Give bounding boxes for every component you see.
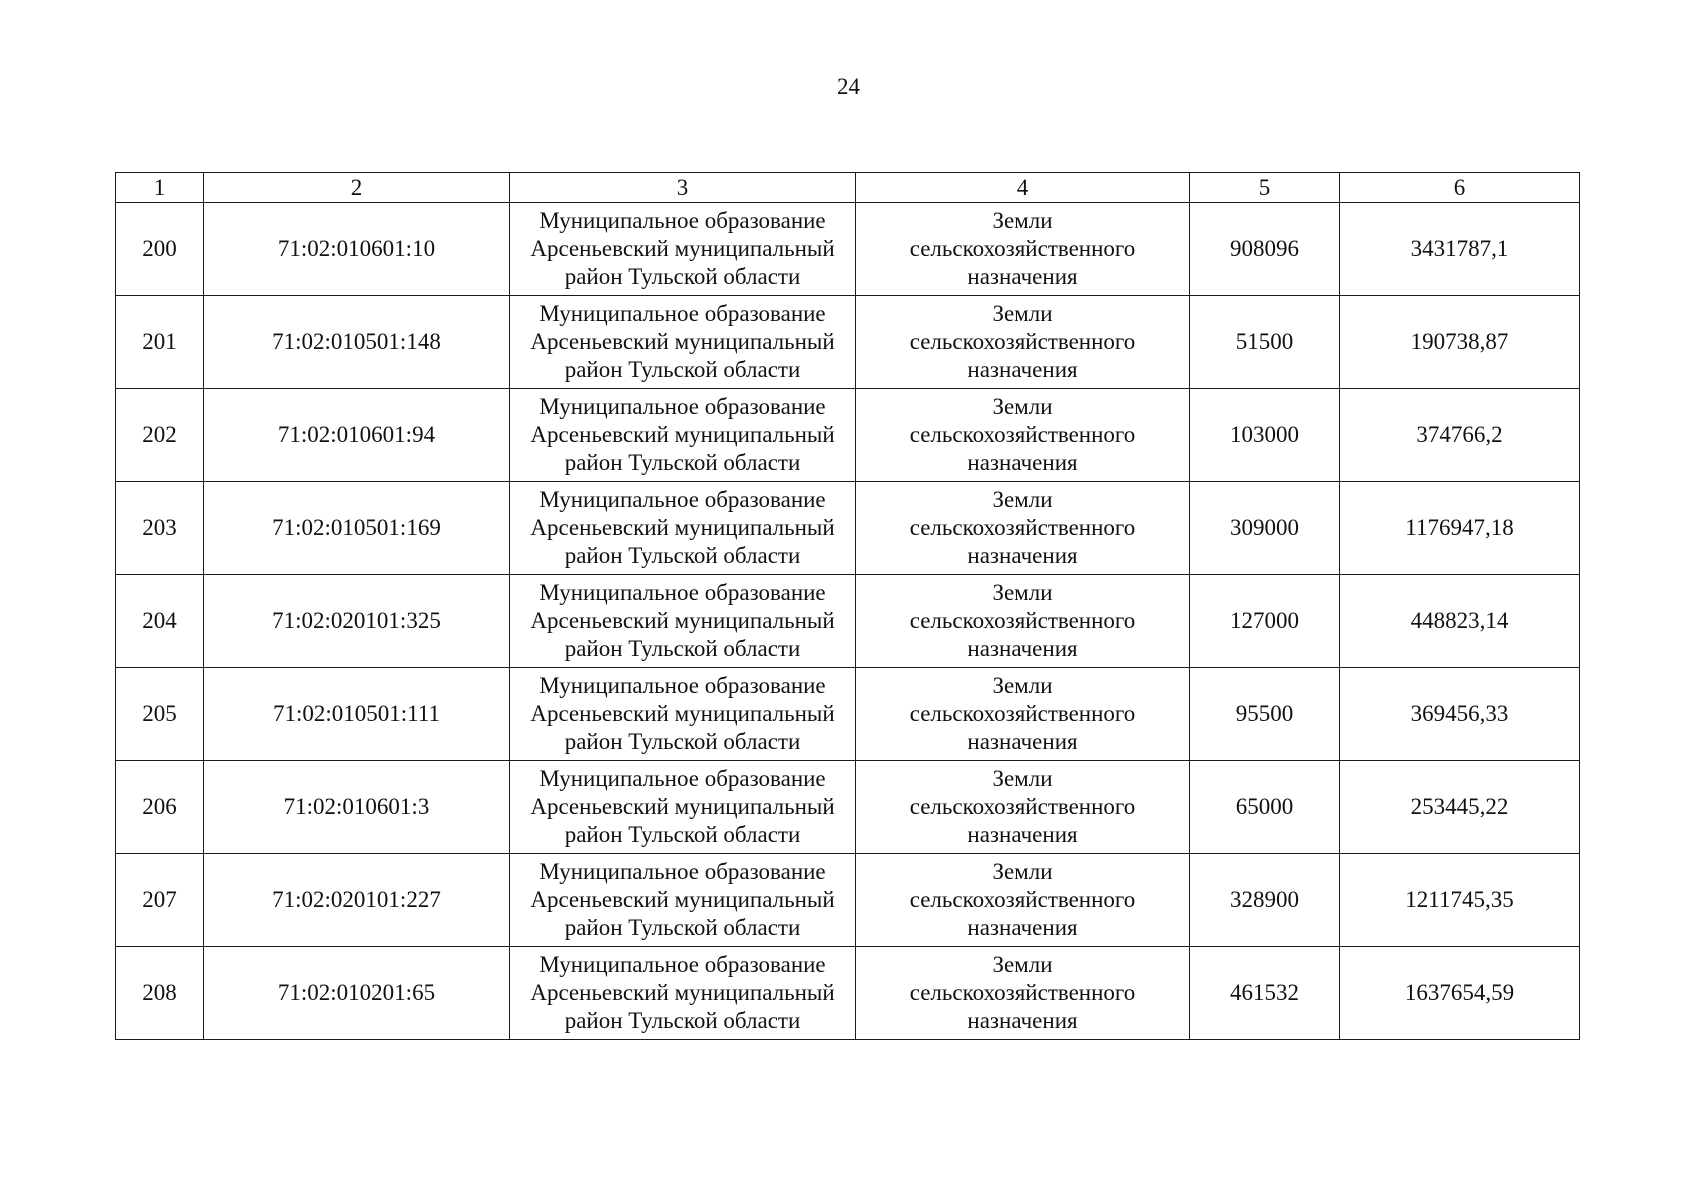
owner-cell [510,854,856,947]
land-category-cell-line: сельскохозяйственного [909,329,1136,354]
owner-cell [510,482,856,575]
column-header-1: 1 [116,173,204,203]
area-cell: 908096 [1190,203,1340,296]
land-category-cell-line: сельскохозяйственного [909,515,1136,540]
row-number-cell: 204 [116,575,204,668]
area-cell: 95500 [1190,668,1340,761]
cadastral-value-cell: 190738,87 [1340,296,1580,389]
table-body [116,203,1580,1040]
land-category-cell-line: Земли [992,580,1053,605]
land-category-cell-line: назначения [967,915,1078,940]
owner-cell-line: район Тульской области [564,729,801,754]
land-category-cell-line: сельскохозяйственного [909,236,1136,261]
area-cell: 103000 [1190,389,1340,482]
owner-cell [510,203,856,296]
land-category-cell-line: Земли [992,766,1053,791]
land-category-cell-line: сельскохозяйственного [909,422,1136,447]
owner-cell-line: район Тульской области [564,636,801,661]
land-category-cell [856,854,1190,947]
owner-cell-line: Муниципальное образование [539,673,826,698]
land-category-cell-line: назначения [967,543,1078,568]
row-number-cell: 206 [116,761,204,854]
land-category-cell-line: Земли [992,952,1053,977]
owner-cell [510,296,856,389]
land-category-cell-line: Земли [992,859,1053,884]
owner-cell-line: Муниципальное образование [539,208,826,233]
owner-cell-line: Муниципальное образование [539,487,826,512]
owner-cell-line: Муниципальное образование [539,580,826,605]
land-category-cell-line: назначения [967,1008,1078,1033]
row-number-cell: 207 [116,854,204,947]
column-header-5: 5 [1190,173,1340,203]
table-row [116,482,1580,575]
cadastral-value-cell: 369456,33 [1340,668,1580,761]
table-row [116,854,1580,947]
land-category-cell-line: Земли [992,487,1053,512]
cadastral-value-cell: 1637654,59 [1340,947,1580,1040]
cadastral-number-cell: 71:02:020101:325 [204,575,510,668]
table-row [116,389,1580,482]
owner-cell-line: район Тульской области [564,264,801,289]
cadastral-number-cell: 71:02:010501:148 [204,296,510,389]
land-category-cell [856,389,1190,482]
column-header-2: 2 [204,173,510,203]
owner-cell-line: Муниципальное образование [539,766,826,791]
land-category-cell-line: Земли [992,394,1053,419]
cadastral-value-cell: 3431787,1 [1340,203,1580,296]
table-row [116,575,1580,668]
land-category-cell-line: Земли [992,673,1053,698]
page-number: 24 [837,74,860,99]
land-category-cell [856,668,1190,761]
land-category-cell [856,761,1190,854]
owner-cell-line: Муниципальное образование [539,859,826,884]
owner-cell-line: Арсеньевский муниципальный [530,329,835,354]
cadastral-number-cell: 71:02:010501:169 [204,482,510,575]
owner-cell [510,575,856,668]
land-category-cell-line: назначения [967,357,1078,382]
land-category-cell-line: назначения [967,729,1078,754]
owner-cell-line: Арсеньевский муниципальный [530,701,835,726]
owner-cell-line: район Тульской области [564,822,801,847]
owner-cell [510,668,856,761]
land-category-cell [856,947,1190,1040]
table-row [116,296,1580,389]
owner-cell [510,389,856,482]
land-category-cell [856,575,1190,668]
owner-cell-line: район Тульской области [564,1008,801,1033]
land-category-cell-line: назначения [967,264,1078,289]
land-category-cell-line: сельскохозяйственного [909,608,1136,633]
owner-cell-line: Арсеньевский муниципальный [530,794,835,819]
cadastral-value-cell: 1176947,18 [1340,482,1580,575]
table-header-row [116,173,1580,203]
owner-cell-line: Муниципальное образование [539,301,826,326]
owner-cell-line: район Тульской области [564,357,801,382]
owner-cell-line: район Тульской области [564,450,801,475]
table-row [116,947,1580,1040]
area-cell: 65000 [1190,761,1340,854]
area-cell: 127000 [1190,575,1340,668]
cadastral-number-cell: 71:02:010601:94 [204,389,510,482]
cadastral-value-cell: 1211745,35 [1340,854,1580,947]
cadastral-number-cell: 71:02:010601:3 [204,761,510,854]
cadastral-number-cell: 71:02:010501:111 [204,668,510,761]
area-cell: 461532 [1190,947,1340,1040]
column-header-3: 3 [510,173,856,203]
land-category-cell-line: сельскохозяйственного [909,980,1136,1005]
table-row [116,668,1580,761]
owner-cell-line: Арсеньевский муниципальный [530,422,835,447]
owner-cell-line: Арсеньевский муниципальный [530,608,835,633]
cadastral-number-cell: 71:02:010201:65 [204,947,510,1040]
land-category-cell-line: сельскохозяйственного [909,794,1136,819]
row-number-cell: 202 [116,389,204,482]
land-category-cell-line: сельскохозяйственного [909,701,1136,726]
table-row [116,761,1580,854]
cadastral-value-cell: 448823,14 [1340,575,1580,668]
cadastral-value-cell: 374766,2 [1340,389,1580,482]
land-category-cell-line: Земли [992,301,1053,326]
row-number-cell: 203 [116,482,204,575]
land-category-cell [856,203,1190,296]
area-cell: 309000 [1190,482,1340,575]
column-header-4: 4 [856,173,1190,203]
owner-cell-line: Арсеньевский муниципальный [530,515,835,540]
owner-cell [510,761,856,854]
row-number-cell: 205 [116,668,204,761]
owner-cell-line: район Тульской области [564,915,801,940]
row-number-cell: 200 [116,203,204,296]
owner-cell-line: Муниципальное образование [539,952,826,977]
land-plots-table [115,172,1580,1040]
row-number-cell: 201 [116,296,204,389]
owner-cell-line: Арсеньевский муниципальный [530,980,835,1005]
owner-cell [510,947,856,1040]
owner-cell-line: Муниципальное образование [539,394,826,419]
land-category-cell-line: Земли [992,208,1053,233]
table-row [116,203,1580,296]
cadastral-number-cell: 71:02:010601:10 [204,203,510,296]
cadastral-number-cell: 71:02:020101:227 [204,854,510,947]
land-category-cell-line: назначения [967,636,1078,661]
owner-cell-line: Арсеньевский муниципальный [530,236,835,261]
owner-cell-line: район Тульской области [564,543,801,568]
area-cell: 328900 [1190,854,1340,947]
land-category-cell-line: назначения [967,450,1078,475]
area-cell: 51500 [1190,296,1340,389]
land-category-cell [856,296,1190,389]
cadastral-value-cell: 253445,22 [1340,761,1580,854]
land-category-cell [856,482,1190,575]
owner-cell-line: Арсеньевский муниципальный [530,887,835,912]
land-category-cell-line: назначения [967,822,1078,847]
column-header-6: 6 [1340,173,1580,203]
land-category-cell-line: сельскохозяйственного [909,887,1136,912]
row-number-cell: 208 [116,947,204,1040]
